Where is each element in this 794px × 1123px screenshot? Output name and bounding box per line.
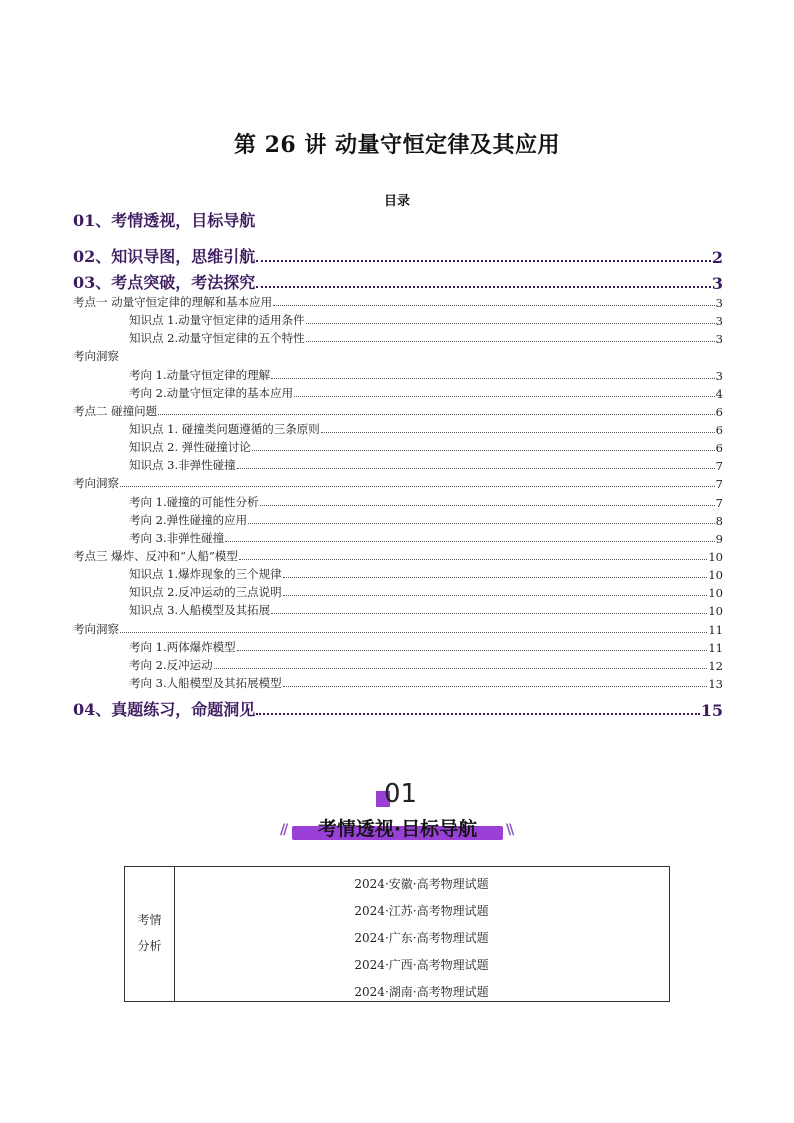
toc-entry-page: 10 — [708, 604, 723, 618]
toc-leader-dots — [271, 613, 707, 614]
exam-source-line: 2024·安徽·高考物理试题 — [354, 877, 489, 891]
toc-entry-label: 考点二 碰撞问题 — [73, 404, 158, 418]
toc-entry-page: 15 — [700, 701, 723, 720]
toc-leader-dots — [260, 505, 715, 506]
toc-entry-label: 考向 2.动量守恒定律的基本应用 — [129, 386, 294, 400]
toc-entry[interactable] — [129, 657, 723, 673]
toc-leader-dots — [225, 541, 715, 542]
toc-entry-page: 10 — [708, 550, 723, 564]
toc-leader-dots — [306, 323, 715, 324]
toc-leader-dots — [256, 713, 699, 715]
toc-entry-page: 3 — [715, 314, 723, 328]
toc-leader-dots — [120, 486, 715, 487]
toc-entry[interactable] — [73, 294, 723, 310]
page-title: 第 26 讲 动量守恒定律及其应用 — [233, 132, 561, 158]
exam-source-line: 2024·江苏·高考物理试题 — [354, 904, 489, 918]
toc-entry-page: 11 — [708, 623, 723, 637]
toc-leader-dots — [283, 577, 708, 578]
toc-entry-label: 知识点 1.动量守恒定律的适用条件 — [129, 313, 305, 327]
toc-entry[interactable] — [129, 675, 723, 691]
toc-entry-label: 知识点 2.反冲运动的三点说明 — [129, 585, 282, 599]
toc-leader-dots — [237, 468, 715, 469]
table-label — [125, 907, 174, 959]
toc-entry[interactable] — [73, 208, 723, 231]
toc-entry[interactable] — [129, 566, 723, 582]
toc-entry[interactable] — [129, 330, 723, 346]
toc-entry-page: 9 — [715, 532, 723, 546]
toc-leader-dots — [321, 432, 715, 433]
toc-entry-page: 12 — [708, 659, 723, 673]
toc-leader-dots — [294, 396, 715, 397]
toc-entry-label: 知识点 1. 碰撞类问题遵循的三条原则 — [129, 422, 320, 436]
toc-entry-label: 04、真题练习，命题洞见 — [73, 700, 256, 719]
toc-entry-label: 02、知识导图，思维引航 — [73, 247, 256, 266]
toc-entry-page: 3 — [715, 296, 723, 310]
toc-entry[interactable] — [73, 403, 723, 419]
toc-entry-label: 知识点 3.人船模型及其拓展 — [129, 603, 271, 617]
toc-entry-page: 4 — [715, 387, 723, 401]
toc-entry-label: 考点三 爆炸、反冲和“人船”模型 — [73, 549, 238, 563]
table-label-line-1: 考情 — [137, 913, 162, 927]
toc-entry[interactable] — [129, 530, 723, 546]
section-title: 考情透视·目标导航 — [317, 818, 478, 840]
toc-entry-page: 8 — [715, 514, 723, 528]
toc-entry-page: 3 — [715, 332, 723, 346]
right-slash-decoration: \\ — [506, 822, 513, 838]
toc-entry-label: 知识点 2.动量守恒定律的五个特性 — [129, 331, 305, 345]
toc-entry-page: 10 — [708, 568, 723, 582]
exam-source-line: 2024·广西·高考物理试题 — [354, 958, 489, 972]
toc-entry-label: 考向 2.弹性碰撞的应用 — [129, 513, 248, 527]
table-content-cell — [174, 867, 669, 1001]
left-slash-decoration: // — [280, 822, 287, 838]
toc-entry[interactable] — [129, 385, 723, 401]
toc-entry-page: 3 — [711, 274, 723, 293]
toc-leader-dots — [158, 414, 715, 415]
toc-leader-dots — [256, 286, 711, 288]
toc-leader-dots — [273, 305, 715, 306]
toc-entry[interactable] — [73, 475, 723, 491]
toc-leader-dots — [239, 559, 707, 560]
toc-entry[interactable] — [73, 621, 723, 637]
toc-leader-dots — [248, 523, 715, 524]
toc-entry[interactable] — [129, 421, 723, 437]
toc-leader-dots — [283, 686, 708, 687]
section-title-banner — [292, 812, 503, 842]
toc-entry-label: 考向 1.动量守恒定律的理解 — [129, 368, 271, 382]
toc-entry-label: 考向洞察 — [73, 622, 119, 636]
toc-entry[interactable] — [73, 697, 723, 720]
toc-leader-dots — [252, 450, 715, 451]
toc-entry-label: 知识点 2. 弹性碰撞讨论 — [129, 440, 251, 454]
toc-leader-dots — [256, 260, 711, 262]
toc-entry[interactable] — [73, 548, 723, 564]
toc-entry-label: 考向 3.人船模型及其拓展模型 — [129, 676, 282, 690]
toc-entry-label: 知识点 1.爆炸现象的三个规律 — [129, 567, 282, 581]
toc-entry[interactable] — [73, 348, 723, 364]
toc-entry-label: 知识点 3.非弹性碰撞 — [129, 458, 236, 472]
toc-entry-page: 11 — [708, 641, 723, 655]
toc-entry[interactable] — [129, 584, 723, 600]
toc-entry-page: 6 — [715, 423, 723, 437]
toc-entry-label: 考点一 动量守恒定律的理解和基本应用 — [73, 295, 273, 309]
toc-entry-label: 考向 2.反冲运动 — [129, 658, 213, 672]
toc-entry[interactable] — [129, 367, 723, 383]
toc-entry[interactable] — [73, 244, 723, 267]
exam-source-line: 2024·广东·高考物理试题 — [354, 931, 489, 945]
toc-entry-label: 考向洞察 — [73, 349, 119, 363]
toc-entry-label: 考向洞察 — [73, 476, 119, 490]
toc-entry-label: 01、考情透视，目标导航 — [73, 211, 256, 230]
toc-entry-page: 7 — [715, 496, 723, 510]
toc-entry-page: 6 — [715, 405, 723, 419]
toc-entry-label: 03、考点突破，考法探究 — [73, 273, 256, 292]
exam-analysis-table — [124, 866, 670, 1002]
toc-entry-label: 考向 1.两体爆炸模型 — [129, 640, 236, 654]
toc-entry[interactable] — [129, 439, 723, 455]
toc-leader-dots — [120, 632, 707, 633]
toc-leader-dots — [283, 595, 708, 596]
toc-entry-page: 7 — [715, 459, 723, 473]
toc-entry-page: 13 — [708, 677, 723, 691]
toc-entry[interactable] — [129, 639, 723, 655]
toc-heading: 目录 — [383, 194, 410, 209]
toc-entry-page: 2 — [711, 248, 723, 267]
toc-entry-page: 6 — [715, 441, 723, 455]
toc-entry-page: 10 — [708, 586, 723, 600]
toc-entry-label: 考向 3.非弹性碰撞 — [129, 531, 225, 545]
toc-entry[interactable] — [129, 312, 723, 328]
table-label-line-2: 分析 — [137, 939, 162, 953]
toc-leader-dots — [237, 650, 708, 651]
toc-entry-page: 7 — [715, 477, 723, 491]
toc-leader-dots — [214, 668, 708, 669]
toc-entry[interactable] — [129, 512, 723, 528]
toc-entry[interactable] — [129, 602, 723, 618]
toc-entry-label: 考向 1.碰撞的可能性分析 — [129, 495, 259, 509]
toc-entry[interactable] — [129, 457, 723, 473]
section-number: 01 — [384, 779, 418, 809]
toc-entry-page: 3 — [715, 369, 723, 383]
toc-entry[interactable] — [129, 494, 723, 510]
toc-leader-dots — [271, 378, 715, 379]
toc-leader-dots — [306, 341, 715, 342]
toc-entry[interactable] — [73, 270, 723, 293]
table-label-cell — [125, 867, 175, 1001]
exam-source-line: 2024·湖南·高考物理试题 — [354, 985, 489, 999]
